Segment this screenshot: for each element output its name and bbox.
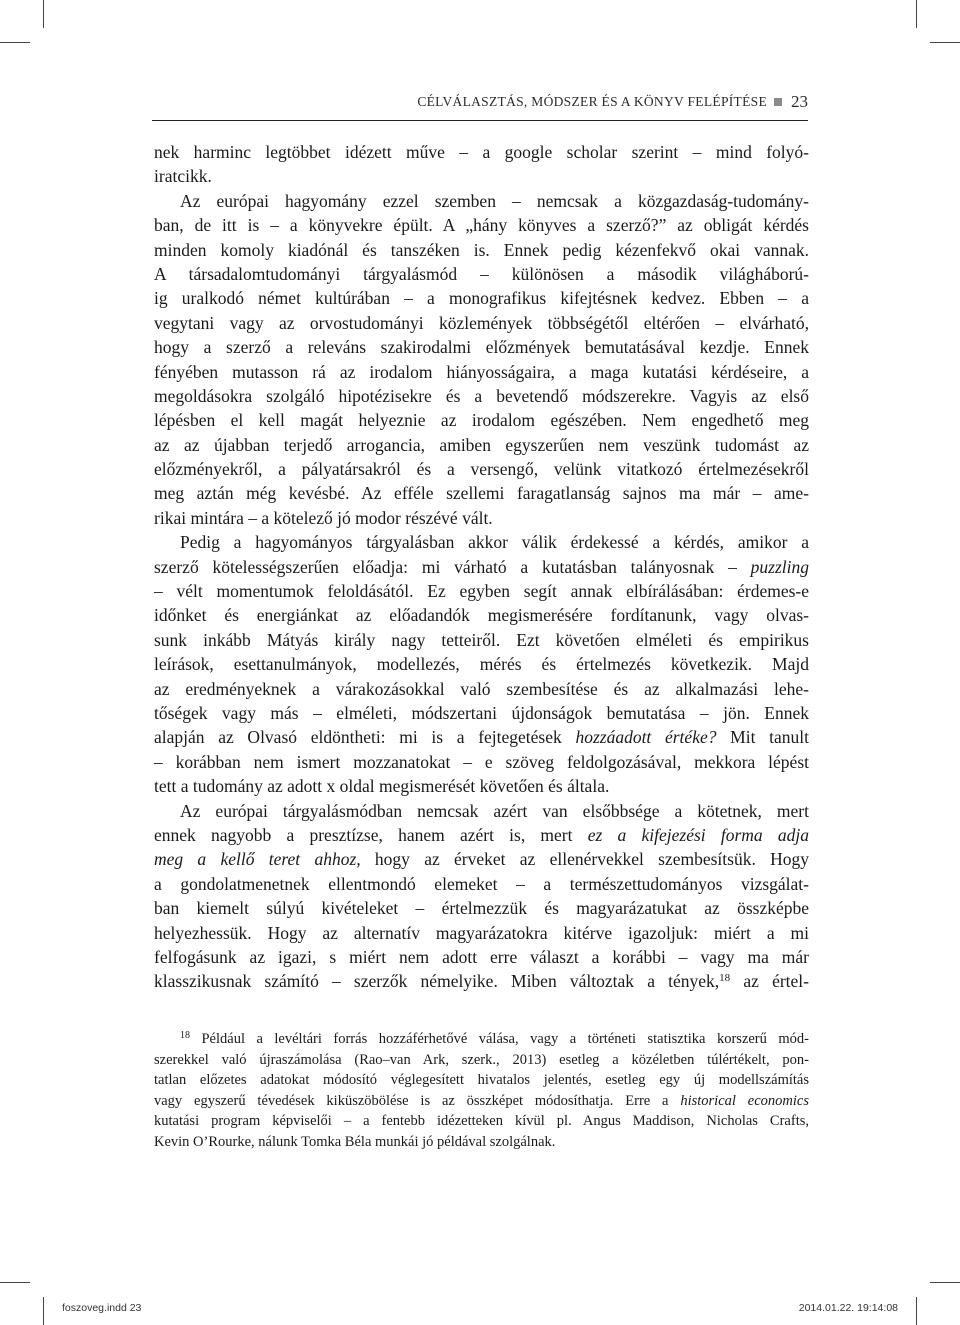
crop-mark [916,0,917,28]
body-line [154,652,809,676]
line-text: Az európai hagyomány ezzel szemben – nemcsak a közgazdaság-tudomány- [180,190,809,211]
line-text: A társadalomtudományi tárgyalásmód – különösen a második világháború- [154,263,809,284]
line-text: helyezhessük. Hogy az alternatív magyarázatokra kitérve igazoljuk: miért a mi [154,922,809,943]
line-text: az eredményeknek a várakozásokkal való szembesítése és az alkalmazási lehe- [154,678,809,699]
body-line [154,555,809,579]
italic-text: historical economics [680,1092,809,1109]
line-text: szerekkel való újraszámolása (Rao–van Ark, szerk., 2013) esetleg a közéletben túlértékelt, pon- [154,1051,809,1068]
body-line [154,628,809,652]
line-text: minden komoly kiadónál és tanszéken is. Ennek pedig kézenfekvő okai vannak. [154,239,809,260]
body-line [154,750,809,774]
line-text: iratcikk. [154,166,212,187]
line-text: Pedig a hagyományos tárgyalásban akkor válik érdekessé a kérdés, amikor a [180,532,809,553]
line-text: ig uralkodó német kultúrában – a monografikus kifejtésnek kedvez. Ebben – a [154,288,809,309]
line-text: vagy egyszerű tévedések kiküszöbölése is az összképet módosíthatja. Erre a [154,1092,681,1109]
line-text: – korábban nem ismert mozzanatokat – e szöveg feldolgozásával, mekkora lépést [154,751,809,772]
body-line [154,457,809,481]
line-text: az az újabban terjedő arrogancia, amiben egyszerűen nem veszünk tudomást az [154,434,809,455]
body-line [154,189,809,213]
footnote-line [154,1091,809,1112]
body-line [154,701,809,725]
footnote-reference[interactable]: 18 [719,972,731,985]
page-number: 23 [791,92,808,111]
line-text: leírások, esettanulmányok, modellezés, mérés és értelmezés következik. Majd [154,654,809,675]
line-text: vegytani vagy az orvostudományi közlemények többségétől eltérően – elvárható, [154,312,809,333]
footnote-line [154,1111,809,1132]
body-line [154,384,809,408]
line-text: szerző kötelességszerűen előadja: mi várható a kutatásban talányosnak – [154,556,751,577]
line-text: hogy az érveket az ellenérvekkel szembesítsük. Hogy [360,849,809,870]
crop-mark [916,1297,917,1325]
body-line [154,433,809,457]
body-line [154,945,809,969]
running-title: CÉLVÁLASZTÁS, MÓDSZER ÉS A KÖNYV FELÉPÍTÉSE [417,94,767,109]
body-line [154,969,809,993]
crop-mark [43,1297,44,1325]
body-line [154,408,809,432]
line-text: sunk inkább Mátyás király nagy tetteiről. Ezt követően elméleti és empirikus [154,629,809,650]
body-line [154,360,809,384]
header-rule [152,120,808,121]
crop-mark [0,42,30,43]
italic-text: meg a kellő teret ahhoz, [154,849,361,870]
line-text: lépésben el kell magát helyeznie az irodalom egészében. Nem engedhető meg [154,410,809,431]
running-head [417,92,808,112]
line-text: alapján az Olvasó eldöntheti: mi is a fejtegetések [154,727,576,748]
crop-mark [930,1282,960,1283]
footnote-line [154,1050,809,1071]
footnote [154,1029,809,1153]
line-text: előzményekről, a pályatársakról és a versengő, velünk vitatkozó értelmezésekről [154,459,809,480]
body-text [154,140,809,994]
line-text: felfogásunk az igazi, s miért nem adott erre választ a korábbi – vagy ma már [154,946,809,967]
footnote-line [154,1070,809,1091]
footnote-line [154,1132,809,1153]
italic-text: puzzling [750,556,809,577]
body-line [154,677,809,701]
line-text: meg aztán még kevésbé. Az efféle szellemi faragatlanság sajnos ma már – ame- [154,483,809,504]
footnote-line [154,1029,809,1050]
body-line [154,481,809,505]
line-text: megoldásokra szolgáló hipotézisekre és a bevetendő módszerekre. Vagyis az első [154,385,809,406]
line-text: ban kiemelt súlyú kivételeket – értelmezzük és magyarázatukat az összképbe [154,898,809,919]
line-text: fényében mutasson rá az irodalom hiányosságaira, a maga kutatási kérdéseire, a [154,361,809,382]
line-text: időnket és energiánkat az előadandók megismerésére fordítanunk, vagy olvas- [154,605,809,626]
crop-mark [930,42,960,43]
line-text: tett a tudomány az adott x oldal megismerését követően és általa. [154,776,610,797]
square-bullet-icon [774,98,782,106]
line-text: – vélt momentumok feloldásától. Ez egyben segít annak elbírálásában: érdemes-e [154,581,809,602]
body-line [154,579,809,603]
crop-mark [0,1282,30,1283]
body-line [154,530,809,554]
line-text: ban, de itt is – a könyvekre épült. A „hány könyves a szerző?” az obligát kérdés [154,215,809,236]
body-line [154,799,809,823]
body-line [154,506,809,530]
body-line [154,847,809,871]
body-line [154,774,809,798]
body-line [154,921,809,945]
body-line [154,238,809,262]
footnote-number: 18 [180,1030,190,1041]
body-line [154,311,809,335]
line-text: klasszikusnak számító – szerzők némelyike. Miben változtak a tények, [154,971,720,992]
slug-timestamp: 2014.01.22. 19:14:08 [798,1302,898,1314]
line-text: ennek nagyobb a presztízse, hanem azért is, mert [154,824,588,845]
body-line [154,872,809,896]
body-line [154,725,809,749]
slug-filename: foszoveg.indd 23 [62,1302,142,1314]
italic-text: ez a kifejezési forma adja [587,824,809,845]
body-line [154,140,809,164]
body-line [154,262,809,286]
line-text: nek harminc legtöbbet idézett műve – a google scholar szerint – mind folyó- [154,142,809,162]
body-line [154,896,809,920]
line-text: Az európai tárgyalásmódban nemcsak azért van elsőbbsége a kötetnek, mert [180,800,809,821]
line-text: az értel- [730,971,809,992]
line-text: tatlan előzetes adatokat módosító véglegesített hivatalos jelentés, esetleg egy új modellszámítás [154,1072,809,1089]
line-text: kutatási program képviselői – a fentebb idézetteken kívül pl. Angus Maddison, Nicholas Crafts, [154,1113,809,1130]
body-line [154,286,809,310]
line-text: tőségek vagy más – elméleti, módszertani újdonságok bemutatása – jön. Ennek [154,702,809,723]
body-line [154,335,809,359]
crop-mark [43,0,44,28]
line-text: hogy a szerző a releváns szakirodalmi előzmények bemutatásával kezdje. Ennek [154,337,809,358]
body-line [154,603,809,627]
line-text: a gondolatmenetnek ellentmondó elemeket – a természettudományos vizsgálat- [154,873,809,894]
italic-text: hozzáadott értéke? [575,727,717,748]
body-line [154,213,809,237]
line-text: rikai mintára – a kötelező jó modor részévé vált. [154,507,493,528]
line-text: Például a levéltári forrás hozzáférhetővé válása, vagy a történeti statisztika korszerű mód- [190,1031,809,1047]
body-line [154,164,809,188]
line-text: Kevin O’Rourke, nálunk Tomka Béla munkái jó példával szolgálnak. [154,1133,556,1150]
line-text: Mit tanult [716,727,809,748]
body-line [154,823,809,847]
